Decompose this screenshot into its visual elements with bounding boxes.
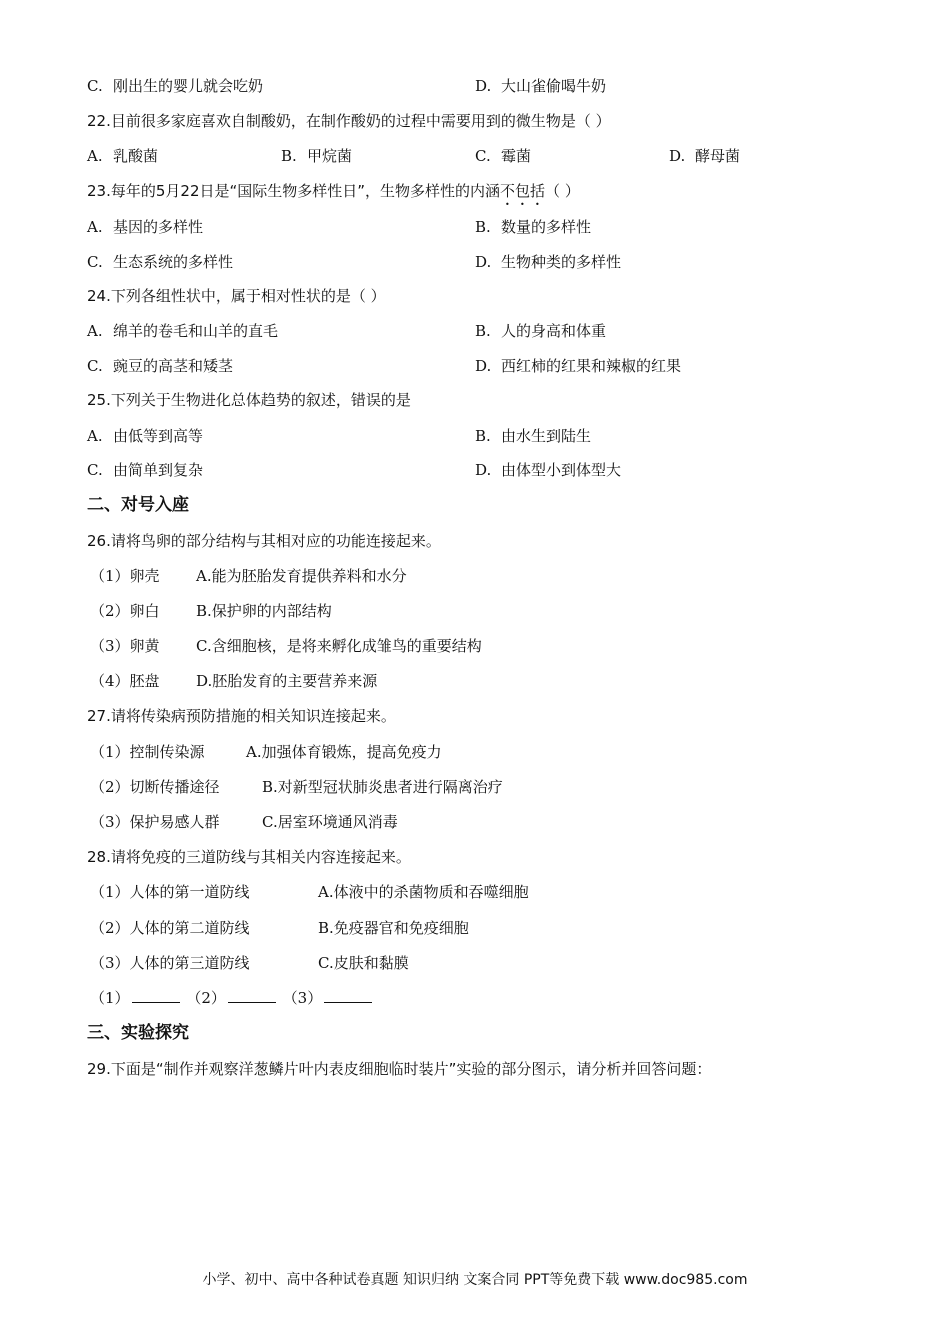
q26-stem: 26.请将鸟卵的部分结构与其相对应的功能连接起来。 xyxy=(87,532,441,550)
q27-left-3: （3）保护易感人群 xyxy=(90,813,220,831)
option-letter: C. xyxy=(87,77,103,95)
option-letter: D. xyxy=(475,77,492,95)
answer-label-2: （2） xyxy=(186,989,226,1007)
q22-option-c xyxy=(475,146,531,166)
q26-right-3: C.含细胞核，是将来孵化成雏鸟的重要结构 xyxy=(196,637,482,655)
q24-stem: 24.下列各组性状中，属于相对性状的是（ ） xyxy=(87,287,386,305)
option-letter: B. xyxy=(475,218,491,236)
q26-right-4: D.胚胎发育的主要营养来源 xyxy=(196,672,378,690)
option-letter: D. xyxy=(475,461,492,479)
option-text: 大山雀偷喝牛奶 xyxy=(501,77,607,95)
option-text: 刚出生的婴儿就会吃奶 xyxy=(113,77,264,95)
option-text: 数量的多样性 xyxy=(501,218,592,236)
q27-stem: 27.请将传染病预防措施的相关知识连接起来。 xyxy=(87,707,396,725)
q27-left-2: （2）切断传播途径 xyxy=(90,778,220,796)
option-letter: C. xyxy=(475,147,491,165)
q28-right-3: C.皮肤和黏膜 xyxy=(318,954,409,972)
q21-option-c xyxy=(87,76,263,96)
q22-option-b xyxy=(281,146,352,166)
section-heading-experiment: 三、实验探究 xyxy=(87,1023,189,1043)
answer-label-3: （3） xyxy=(282,989,323,1007)
option-letter: C. xyxy=(87,461,103,479)
q28-right-2: B.免疫器官和免疫细胞 xyxy=(318,919,469,937)
option-text: 甲烷菌 xyxy=(307,147,353,165)
option-text: 酵母菌 xyxy=(695,147,741,165)
q28-answer-row xyxy=(90,988,374,1008)
q25-option-d xyxy=(475,460,621,480)
q22-stem: 22.目前很多家庭喜欢自制酸奶，在制作酸奶的过程中需要用到的微生物是（ ） xyxy=(87,112,611,130)
option-letter: A. xyxy=(87,218,103,236)
option-text: 由简单到复杂 xyxy=(113,461,204,479)
option-text: 人的身高和体重 xyxy=(501,322,607,340)
option-letter: B. xyxy=(281,147,297,165)
answer-blank-3[interactable] xyxy=(324,988,372,1003)
q26-left-1: （1）卵壳 xyxy=(90,567,160,585)
q24-option-d xyxy=(475,356,681,376)
q28-left-3: （3）人体的第三道防线 xyxy=(90,954,250,972)
option-text: 生态系统的多样性 xyxy=(113,253,234,271)
q29-stem: 29.下面是“制作并观察洋葱鳞片叶内表皮细胞临时装片”实验的部分图示，请分析并回答问题： xyxy=(87,1060,712,1078)
q28-stem: 28.请将免疫的三道防线与其相关内容连接起来。 xyxy=(87,848,411,866)
q27-right-2: B.对新型冠状肺炎患者进行隔离治疗 xyxy=(262,778,503,796)
q23-option-a xyxy=(87,217,203,237)
q22-option-d xyxy=(669,146,740,166)
option-letter: C. xyxy=(87,253,103,271)
q26-left-4: （4）胚盘 xyxy=(90,672,160,690)
option-text: 由低等到高等 xyxy=(113,427,204,445)
option-text: 由水生到陆生 xyxy=(501,427,592,445)
option-letter: B. xyxy=(475,427,491,445)
answer-blank-2[interactable] xyxy=(228,988,276,1003)
option-letter: C. xyxy=(87,357,103,375)
q24-option-c xyxy=(87,356,233,376)
answer-blank-1[interactable] xyxy=(132,988,180,1003)
option-text: 绵羊的卷毛和山羊的直毛 xyxy=(113,322,279,340)
q24-option-b xyxy=(475,321,606,341)
q23-option-c xyxy=(87,252,233,272)
q21-option-d xyxy=(475,76,606,96)
q27-right-1: A.加强体育锻炼，提高免疫力 xyxy=(246,743,442,761)
q25-option-c xyxy=(87,460,203,480)
option-text: 基因的多样性 xyxy=(113,218,204,236)
q22-option-a xyxy=(87,146,158,166)
q23-option-b xyxy=(475,217,591,237)
option-text: 西红柿的红果和辣椒的红果 xyxy=(501,357,682,375)
option-text: 乳酸菌 xyxy=(113,147,159,165)
q23-stem-main: 23.每年的5月22日是“国际生物多样性日”，生物多样性的内涵 xyxy=(87,182,501,200)
option-text: 霉菌 xyxy=(501,147,532,165)
option-letter: A. xyxy=(87,322,103,340)
option-letter: A. xyxy=(87,427,103,445)
q25-stem: 25.下列关于生物进化总体趋势的叙述，错误的是 xyxy=(87,391,411,409)
q26-left-3: （3）卵黄 xyxy=(90,637,160,655)
q28-right-1: A.体液中的杀菌物质和吞噬细胞 xyxy=(318,883,529,901)
q26-right-2: B.保护卵的内部结构 xyxy=(196,602,332,620)
option-text: 由体型小到体型大 xyxy=(501,461,622,479)
section-heading-matching: 二、对号入座 xyxy=(87,495,189,515)
q28-left-2: （2）人体的第二道防线 xyxy=(90,919,250,937)
option-letter: D. xyxy=(475,253,492,271)
option-text: 豌豆的高茎和矮茎 xyxy=(113,357,234,375)
page-footer: 小学、初中、高中各种试卷真题 知识归纳 文案合同 PPT等免费下载 www.doc985.com xyxy=(202,1272,748,1288)
option-letter: D. xyxy=(475,357,492,375)
option-letter: D. xyxy=(669,147,686,165)
option-letter: A. xyxy=(87,147,103,165)
q25-option-b xyxy=(475,426,591,446)
q25-option-a xyxy=(87,426,203,446)
q26-right-1: A.能为胚胎发育提供养料和水分 xyxy=(196,567,407,585)
q27-left-1: （1）控制传染源 xyxy=(90,743,205,761)
q23-option-d xyxy=(475,252,621,272)
q23-stem-paren: （ ） xyxy=(545,182,580,200)
q26-left-2: （2）卵白 xyxy=(90,602,160,620)
option-text: 生物种类的多样性 xyxy=(501,253,622,271)
q23-stem xyxy=(87,181,580,209)
q27-right-3: C.居室环境通风消毒 xyxy=(262,813,398,831)
answer-label-1: （1） xyxy=(90,989,130,1007)
option-letter: B. xyxy=(475,322,491,340)
q28-left-1: （1）人体的第一道防线 xyxy=(90,883,250,901)
q24-option-a xyxy=(87,321,278,341)
q23-emphasis: 不包括 xyxy=(500,182,546,200)
